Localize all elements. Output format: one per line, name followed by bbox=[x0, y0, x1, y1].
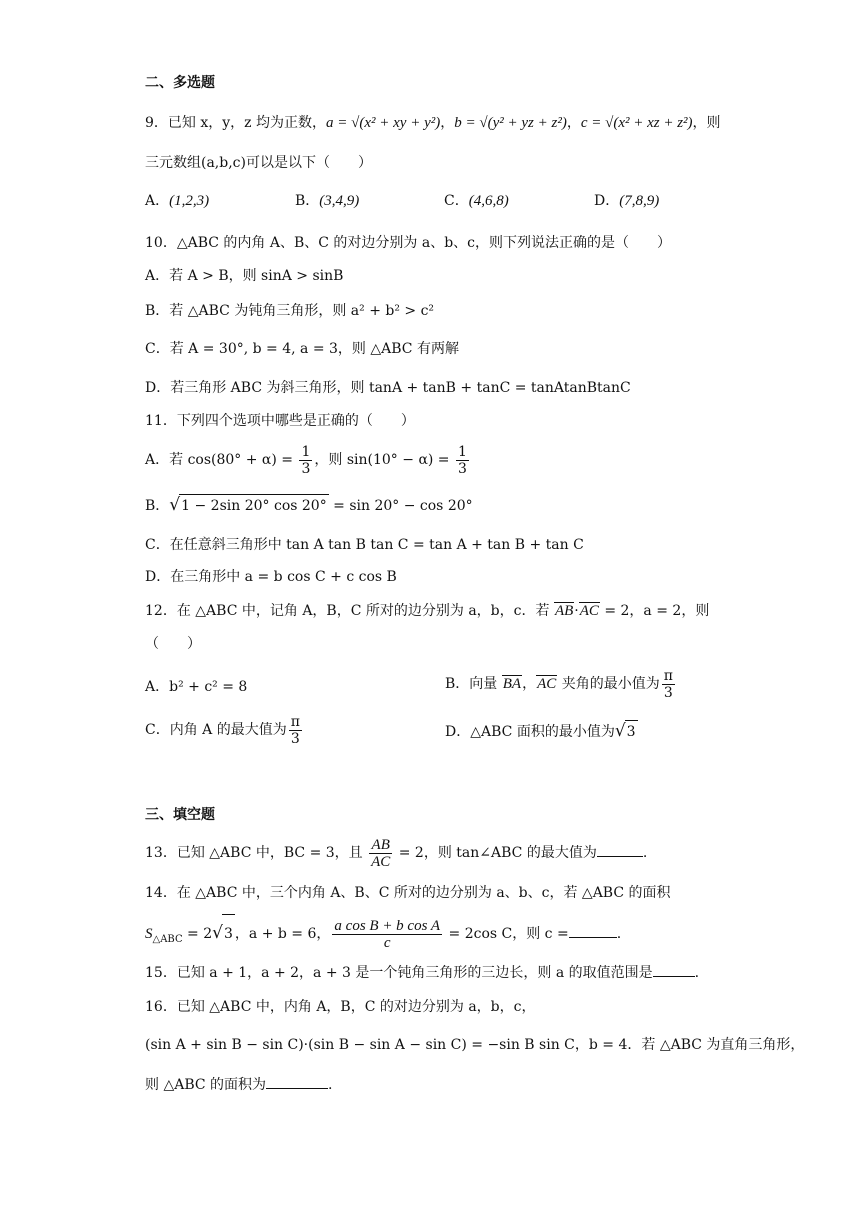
area-subscript: △ABC bbox=[152, 933, 183, 945]
question-text-mid1: ，a + b = 6， bbox=[234, 926, 331, 942]
option-text: 若 A > B，则 sinA > sinB bbox=[169, 268, 344, 284]
question-16-line2: (sin A + sin B − sin C)·(sin B − sin A − sin C) = −sin B sin C，b = 4．若 △ABC 为直角三角形， bbox=[145, 1037, 805, 1053]
fraction bbox=[456, 444, 469, 477]
answer-blank[interactable] bbox=[597, 842, 643, 857]
fraction bbox=[299, 444, 312, 477]
option-value: (4,6,8) bbox=[468, 193, 509, 209]
option-text-pre: △ABC 面积的最小值为 bbox=[470, 724, 615, 740]
option-label: B． bbox=[145, 498, 170, 514]
question-11-option-d[interactable] bbox=[145, 566, 397, 588]
option-value: (1,2,3) bbox=[169, 193, 210, 209]
formula-c: c = √(x² + xz + z²) bbox=[580, 115, 693, 131]
question-number: 13． bbox=[145, 845, 177, 861]
vector-ac: AC bbox=[579, 603, 599, 619]
option-text: b² + c² = 8 bbox=[169, 679, 248, 695]
fraction-denominator: 3 bbox=[301, 460, 311, 477]
radicand: 1 − 2sin 20° cos 20° bbox=[179, 494, 329, 517]
period: . bbox=[328, 1077, 333, 1093]
option-value: (3,4,9) bbox=[319, 193, 360, 209]
question-text-end: ，则 bbox=[692, 115, 721, 131]
question-text: 则 △ABC 的面积为 bbox=[145, 1077, 267, 1093]
question-11-option-b[interactable] bbox=[145, 494, 473, 517]
option-text-post: 夹角的最小值为 bbox=[557, 676, 660, 692]
question-16-line3 bbox=[145, 1074, 333, 1096]
question-text: △ABC 的内角 A、B、C 的对边分别为 a、b、c，则下列说法正确的是（ ） bbox=[176, 235, 672, 251]
question-11-option-a[interactable] bbox=[145, 442, 471, 478]
question-12-paren: （ ） bbox=[145, 636, 201, 652]
answer-blank[interactable] bbox=[653, 962, 695, 977]
period: . bbox=[642, 845, 648, 861]
question-14-line2 bbox=[145, 914, 621, 959]
option-text-mid: ， bbox=[522, 676, 537, 692]
radical-sign: √ bbox=[614, 721, 626, 741]
question-10-option-b[interactable] bbox=[145, 300, 434, 322]
question-number: 15． bbox=[145, 965, 177, 981]
question-10-stem bbox=[145, 232, 671, 254]
section-title-multiple-choice: 二、多选题 bbox=[145, 75, 215, 91]
option-label: C． bbox=[145, 722, 170, 738]
option-label: C． bbox=[145, 341, 170, 357]
question-text-mid2: = 2cos C，则 c = bbox=[444, 926, 569, 942]
option-text: 在任意斜三角形中 tan A tan B tan C = tan A + tan B + tan C bbox=[169, 537, 584, 553]
fraction-numerator: π bbox=[663, 667, 673, 684]
fraction-numerator: π bbox=[290, 713, 300, 730]
option-text-pre: 内角 A 的最大值为 bbox=[169, 722, 287, 738]
option-label: A． bbox=[145, 268, 170, 284]
vector-ba: BA bbox=[502, 676, 522, 692]
fraction bbox=[369, 837, 392, 870]
radicand: 3 bbox=[222, 914, 235, 953]
question-13 bbox=[145, 834, 647, 872]
question-14-line1 bbox=[145, 882, 671, 904]
fraction bbox=[289, 714, 302, 747]
option-value: (7,8,9) bbox=[619, 193, 660, 209]
question-11-stem bbox=[145, 410, 415, 432]
question-16-line1 bbox=[145, 996, 535, 1018]
fraction-denominator: c bbox=[383, 934, 391, 951]
fraction bbox=[662, 668, 675, 701]
area-symbol: S bbox=[145, 926, 153, 942]
option-label: A． bbox=[145, 679, 170, 695]
option-label: D． bbox=[594, 193, 620, 209]
question-12-stem: 12．在 △ABC 中，记角 A，B，C 所对的边分别为 a，b，c．若 AB·AC = 2，a = 2，则 bbox=[145, 603, 710, 619]
radical-sign: √ bbox=[169, 495, 181, 515]
question-text-post: = 2，则 tan∠ABC 的最大值为 bbox=[394, 845, 597, 861]
period: . bbox=[694, 965, 700, 981]
period: . bbox=[616, 926, 622, 942]
fraction-numerator: AB bbox=[369, 837, 392, 854]
question-12-option-d[interactable] bbox=[445, 720, 638, 743]
question-9-option-d[interactable] bbox=[594, 190, 659, 212]
question-15 bbox=[145, 962, 699, 984]
question-text-pre: 在 △ABC 中，记角 A，B，C 所对的边分别为 a，b，c．若 bbox=[176, 603, 554, 619]
question-number: 10． bbox=[145, 235, 177, 251]
option-text: 若 △ABC 为钝角三角形，则 a² + b² > c² bbox=[169, 303, 435, 319]
answer-blank[interactable] bbox=[569, 923, 617, 938]
option-label: C． bbox=[145, 537, 170, 553]
question-12-option-c[interactable] bbox=[145, 712, 304, 748]
option-text: 在三角形中 a = b cos C + c cos B bbox=[170, 569, 397, 585]
option-text-pre: 向量 bbox=[469, 676, 502, 692]
radical-sign: √ bbox=[212, 923, 223, 943]
question-12-option-b[interactable] bbox=[445, 666, 677, 702]
question-text: 已知 △ABC 中，内角 A，B，C 的对边分别为 a，b，c， bbox=[176, 999, 536, 1015]
option-label: B． bbox=[295, 193, 320, 209]
question-9-option-c[interactable] bbox=[444, 190, 509, 212]
fraction-denominator: 3 bbox=[663, 684, 673, 701]
formula-b: b = √(y² + yz + z²) bbox=[454, 115, 567, 131]
option-text-mid: ，则 sin(10° − α) = bbox=[314, 452, 454, 468]
answer-blank[interactable] bbox=[266, 1074, 328, 1089]
fraction-denominator: AC bbox=[371, 853, 391, 870]
fraction-numerator: 1 bbox=[301, 443, 311, 460]
question-text: 已知 x，y，z 均为正数， bbox=[167, 115, 327, 131]
option-text-pre: 若 cos(80° + α) = bbox=[169, 452, 298, 468]
option-label: A． bbox=[145, 193, 170, 209]
question-number: 9． bbox=[145, 115, 168, 131]
question-10-option-d[interactable] bbox=[145, 377, 631, 399]
option-label: D． bbox=[145, 569, 171, 585]
area-equals: = 2 bbox=[182, 926, 213, 942]
option-label: D． bbox=[145, 380, 171, 396]
radicand: 3 bbox=[625, 720, 638, 743]
option-label: B． bbox=[445, 676, 470, 692]
question-9-option-a[interactable] bbox=[145, 190, 209, 212]
fraction-numerator: 1 bbox=[458, 443, 467, 460]
vector-ac: AC bbox=[537, 676, 557, 692]
question-number: 14． bbox=[145, 885, 177, 901]
question-9-stem: 9．已知 x，y，z 均为正数，a = √(x² + xy + y²)，b = √(y² + yz + z²)，c = √(x² + xz + z²)，则 bbox=[145, 115, 721, 131]
question-9-line2: 三元数组(a,b,c)可以是以下（ ） bbox=[145, 155, 372, 171]
formula-a: a = √(x² + xy + y²) bbox=[326, 115, 441, 131]
question-11-option-c[interactable] bbox=[145, 534, 584, 556]
question-text: 下列四个选项中哪些是正确的（ ） bbox=[176, 413, 415, 429]
question-10-option-c[interactable] bbox=[145, 338, 459, 360]
option-label: C． bbox=[444, 193, 469, 209]
question-12-option-a[interactable] bbox=[145, 676, 247, 698]
option-label: D． bbox=[445, 724, 471, 740]
fraction-numerator: a cos B + b cos A bbox=[334, 917, 441, 934]
option-text: 若 A = 30°, b = 4, a = 3，则 △ABC 有两解 bbox=[169, 341, 459, 357]
fraction-denominator: 3 bbox=[290, 730, 300, 747]
question-number: 12． bbox=[145, 603, 177, 619]
option-label: A． bbox=[145, 452, 170, 468]
fraction bbox=[332, 918, 442, 951]
question-text: 在 △ABC 中，三个内角 A、B、C 所对的边分别为 a、b、c，若 △ABC 的面积 bbox=[176, 885, 671, 901]
option-label: B． bbox=[145, 303, 170, 319]
question-text-post: = 2，a = 2，则 bbox=[599, 603, 710, 619]
option-text: = sin 20° − cos 20° bbox=[328, 498, 473, 514]
section-title-fill-in: 三、填空题 bbox=[145, 807, 215, 823]
question-number: 16． bbox=[145, 999, 177, 1015]
question-9-option-b[interactable] bbox=[295, 190, 359, 212]
question-number: 11． bbox=[145, 413, 177, 429]
fraction-denominator: 3 bbox=[458, 460, 467, 477]
question-text: 已知 a + 1，a + 2，a + 3 是一个钝角三角形的三边长，则 a 的取值范围是 bbox=[176, 965, 653, 981]
question-text-pre: 已知 △ABC 中，BC = 3，且 bbox=[176, 845, 368, 861]
question-10-option-a[interactable] bbox=[145, 265, 343, 287]
option-text: 若三角形 ABC 为斜三角形，则 tanA + tanB + tanC = tanAtanBtanC bbox=[170, 380, 631, 396]
vector-ab: AB bbox=[554, 603, 574, 619]
